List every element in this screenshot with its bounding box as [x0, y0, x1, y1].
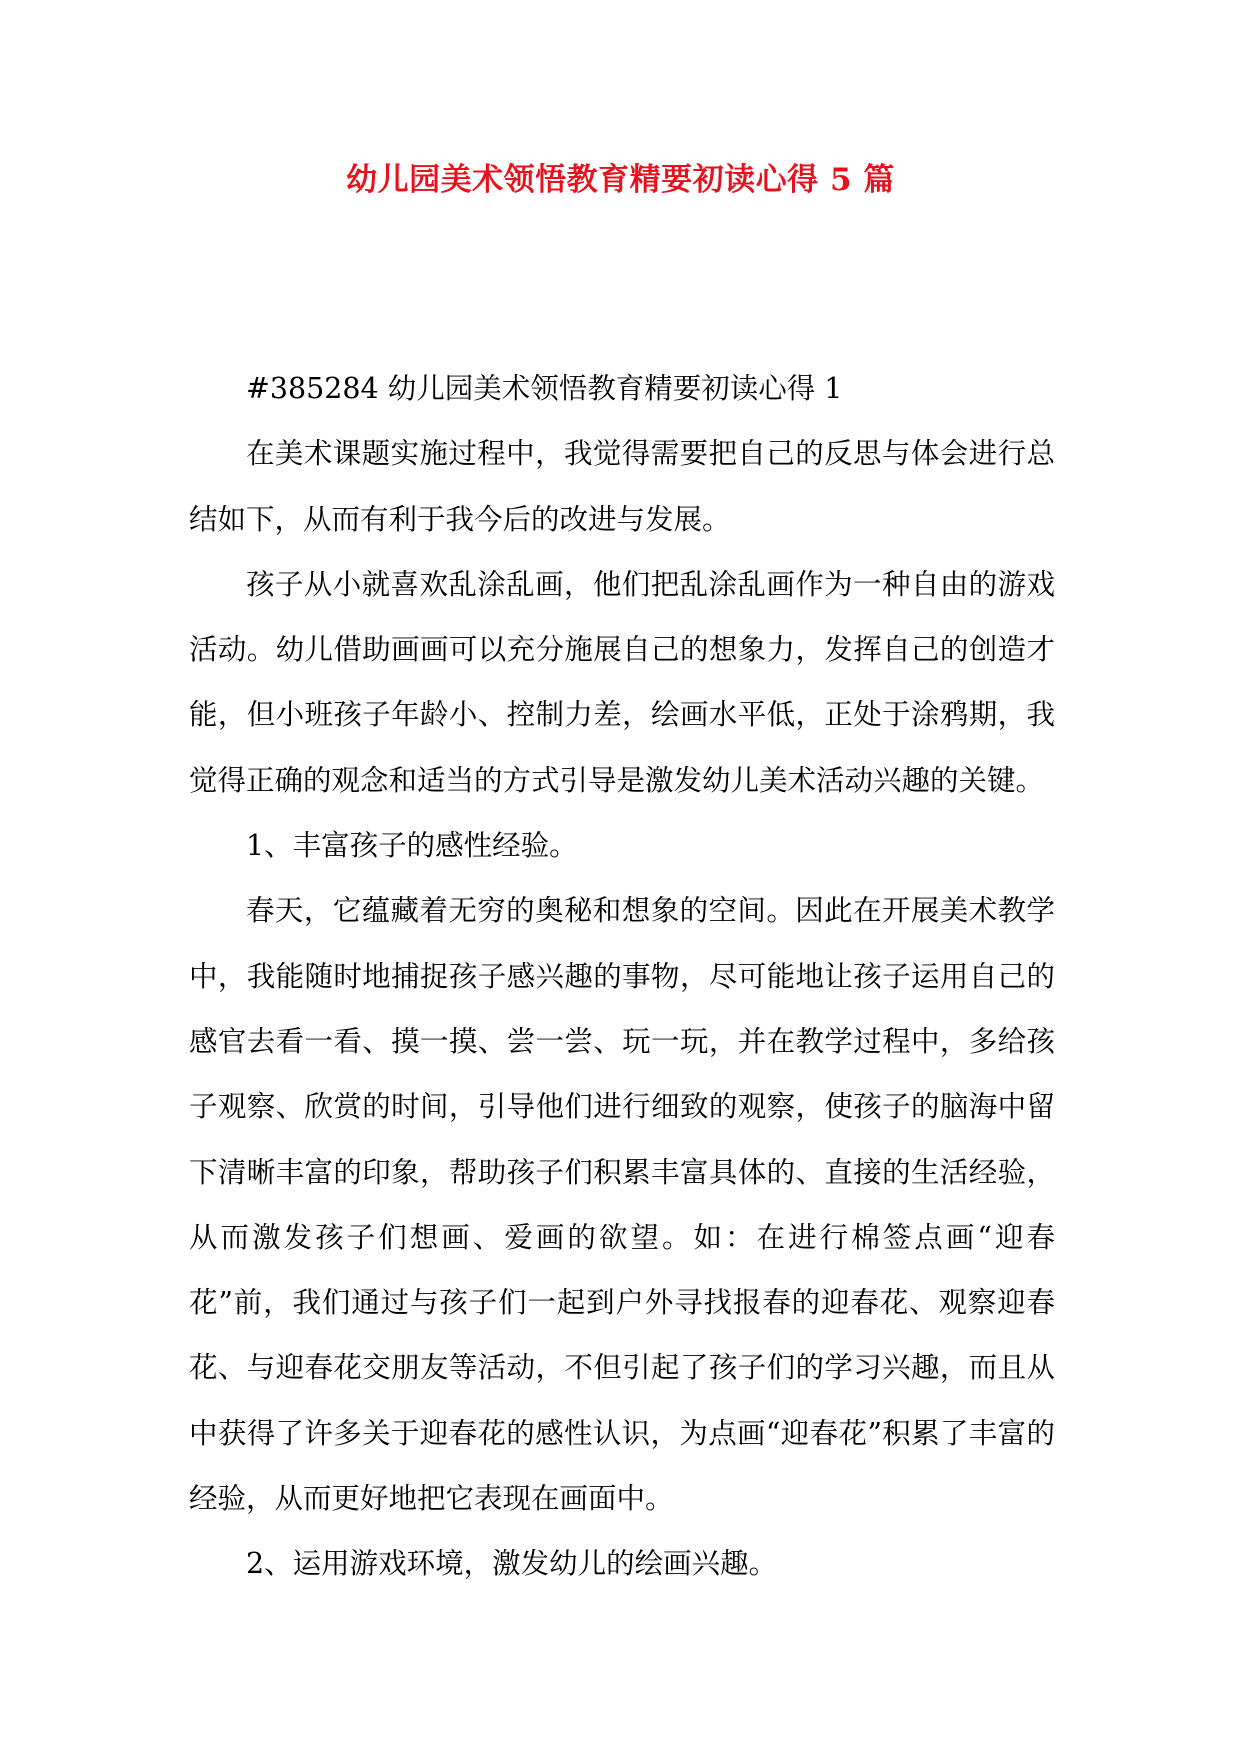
paragraph: 春天，它蕴藏着无穷的奥秘和想象的空间。因此在开展美术教学中，我能随时地捕捉孩子感兴趣的事物，尽可能地让孩子运用自己的感官去看一看、摸一摸、尝一尝、玩一玩，并在教学过程中，多给孩子观察、欣赏的时间，引导他们进行细致的观察，使孩子的脑海中留下清晰丰富的印象，帮助孩子们积累丰富具体的、直接的生活经验，从而激发孩子们想画、爱画的欲望。如：在进行棉签点画“迎春花”前，我们通过与孩子们一起到户外寻找报春的迎春花、观察迎春花、与迎春花交朋友等活动，不但引起了孩子们的学习兴趣，而且从中获得了许多关于迎春花的感性认识，为点画“迎春花”积累了丰富的经验，从而更好地把它表现在画面中。: [189, 894, 1055, 1516]
document-title: 幼儿园美术领悟教育精要初读心得 5 篇: [346, 162, 895, 198]
paragraph-subheading: 1、丰富孩子的感性经验。: [246, 829, 578, 863]
paragraph: 在美术课题实施过程中，我觉得需要把自己的反思与体会进行总结如下，从而有利于我今后的改进与发展。: [189, 437, 1055, 536]
paragraph: 孩子从小就喜欢乱涂乱画，他们把乱涂乱画作为一种自由的游戏活动。幼儿借助画画可以充分施展自己的想象力，发挥自己的创造才能，但小班孩子年龄小、控制力差，绘画水平低，正处于涂鸦期，我觉得正确的观念和适当的方式引导是激发幼儿美术活动兴趣的关键。: [189, 567, 1055, 797]
paragraph-heading: #385284 幼儿园美术领悟教育精要初读心得 1: [246, 372, 843, 405]
paragraph-subheading: 2、运用游戏环境，激发幼儿的绘画兴趣。: [246, 1547, 778, 1581]
document-body: [189, 356, 1055, 1597]
